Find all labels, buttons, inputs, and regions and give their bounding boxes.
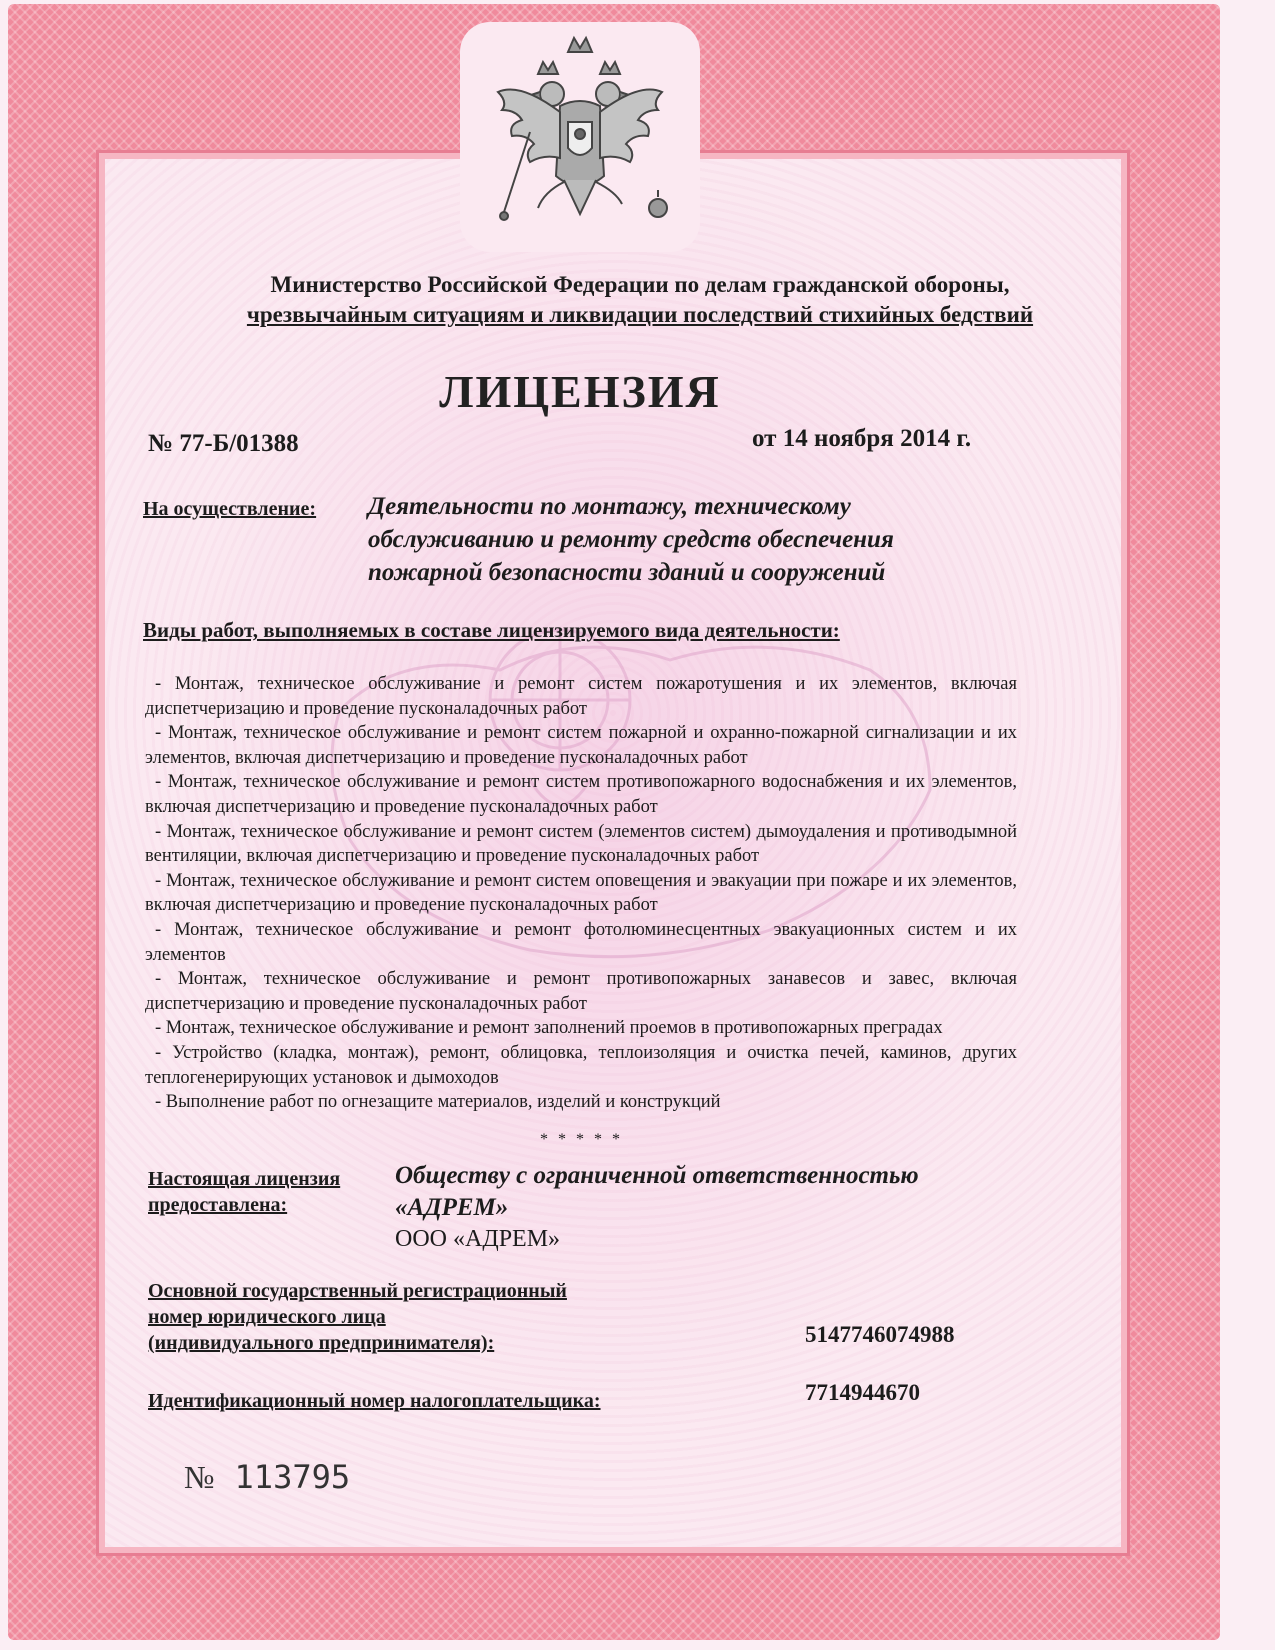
work-item: - Монтаж, техническое обслуживание и ремонт систем пожарной и охранно-пожарной сигнализации и их элементов, включая диспетчеризацию и проведение пусконаладочных работ (145, 723, 1017, 768)
ogrn-label-line-2: номер юридического лица (148, 1306, 386, 1328)
authority-line-2: чрезвычайным ситуациям и ликвидации последствий стихийных бедствий (246, 302, 1034, 327)
ogrn-label-line-1: Основной государственный регистрационный (148, 1280, 567, 1302)
work-item: - Монтаж, техническое обслуживание и ремонт систем противопожарного водоснабжения и их элементов, включая диспетчеризацию и проведение пусконаладочных работ (145, 772, 1017, 817)
holder-label-line-1: Настоящая лицензия (148, 1168, 341, 1190)
activity-description: Деятельности по монтажу, техническому обслуживанию и ремонту средств обеспечения пожарной безопасности зданий и сооружений (368, 493, 894, 586)
holder-full-name: Обществу с ограниченной ответственностью «АДРЕМ» (395, 1162, 919, 1221)
blank-serial-number (184, 1458, 350, 1496)
inn-label: Идентификационный номер налогоплательщика: (148, 1390, 601, 1412)
double-headed-eagle-emblem-icon (460, 22, 700, 252)
work-item: - Устройство (кладка, монтаж), ремонт, облицовка, теплоизоляция и очистка печей, каминов, других теплогенерирующих установок и дымоходов (145, 1042, 1017, 1088)
works-list (145, 672, 1017, 1115)
work-item: - Монтаж, техническое обслуживание и ремонт фотолюминесцентных эвакуационных систем и их элементов (145, 919, 1017, 965)
document-title: ЛИЦЕНЗИЯ (439, 366, 721, 417)
holder-short-name: ООО «АДРЕМ» (395, 1226, 561, 1252)
work-item: - Выполнение работ по огнезащите материалов, изделий и конструкций (155, 1092, 721, 1113)
work-item: - Монтаж, техническое обслуживание и ремонт заполнений проемов в противопожарных преградах (155, 1018, 943, 1039)
work-item: - Монтаж, техническое обслуживание и ремонт систем пожаротушения и их элементов, включая диспетчеризацию и проведение пусконаладочных работ (145, 674, 1017, 719)
works-heading: Виды работ, выполняемых в составе лицензируемого вида деятельности: (143, 618, 840, 642)
number-sign: № (184, 1459, 215, 1495)
section-separator: * * * * * (540, 1131, 623, 1148)
emblem-container (460, 22, 700, 252)
serial-digits: 113795 (234, 1458, 351, 1496)
activity-label: На осуществление: (143, 498, 317, 520)
inn-value: 7714944670 (805, 1380, 920, 1405)
authority-line-1: Министерство Российской Федерации по делам гражданской обороны, (270, 272, 1010, 297)
license-date: от 14 ноября 2014 г. (752, 425, 972, 452)
work-item: - Монтаж, техническое обслуживание и ремонт противопожарных занавесов и завес, включая диспетчеризацию и проведение пусконаладочных работ (145, 969, 1017, 1014)
work-item: - Монтаж, техническое обслуживание и ремонт систем (элементов систем) дымоудаления и противодымной вентиляции, включая диспетчеризацию и проведение пусконаладочных работ (145, 821, 1017, 867)
work-item: - Монтаж, техническое обслуживание и ремонт систем оповещения и эвакуации при пожаре и их элементов, включая диспетчеризацию и проведение пусконаладочных работ (145, 870, 1017, 916)
holder-label-line-2: предоставлена: (148, 1194, 288, 1216)
license-number: № 77-Б/01388 (148, 430, 299, 457)
issuing-authority (150, 270, 1130, 330)
ogrn-value: 5147746074988 (805, 1322, 955, 1347)
ogrn-label-line-3: (индивидуального предпринимателя): (148, 1332, 495, 1354)
